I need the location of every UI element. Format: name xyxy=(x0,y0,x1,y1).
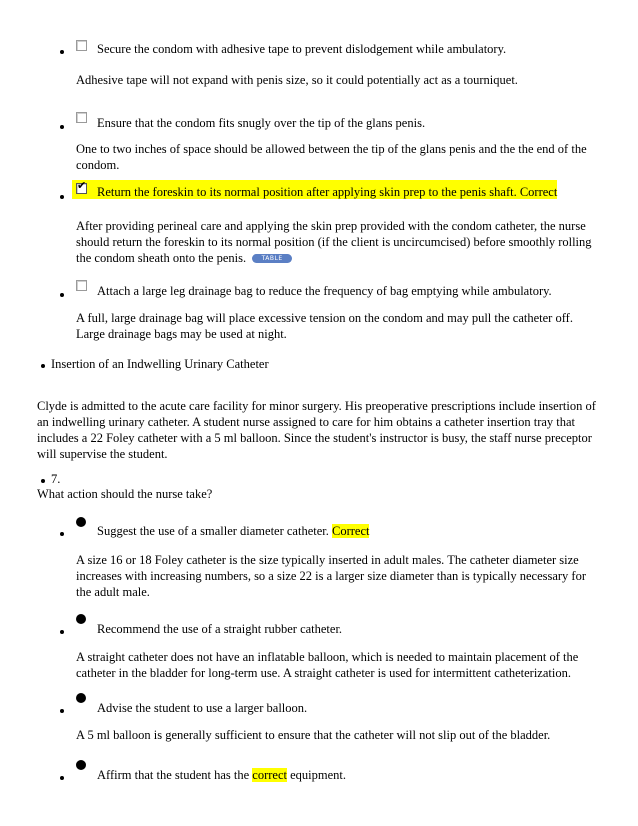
radio-button[interactable] xyxy=(76,760,86,770)
option-feedback xyxy=(76,218,596,266)
bullet xyxy=(60,630,64,634)
question-text: What action should the nurse take? xyxy=(37,487,213,501)
section-title: Insertion of an Indwelling Urinary Catheter xyxy=(51,357,269,371)
highlighted-word: correct xyxy=(252,768,287,782)
bullet xyxy=(60,532,64,536)
option-feedback: Adhesive tape will not expand with penis size, so it could potentially act as a tourniquet. xyxy=(76,73,518,87)
option-label xyxy=(97,524,369,539)
option-feedback: One to two inches of space should be allowed between the tip of the glans penis and the the end of the condom. xyxy=(76,142,587,172)
correct-tag: Correct xyxy=(332,524,370,538)
option-feedback: A 5 ml balloon is generally sufficient to ensure that the catheter will not slip out of the bladder. xyxy=(76,728,551,742)
bullet xyxy=(60,709,64,713)
bullet xyxy=(60,195,64,199)
option-text: Affirm that the student has the xyxy=(97,768,253,782)
option-label xyxy=(97,768,346,783)
option-text: Suggest the use of a smaller diameter catheter. xyxy=(97,524,329,538)
bullet xyxy=(60,293,64,297)
option-feedback: A straight catheter does not have an inflatable balloon, which is needed to maintain placement of the catheter in the bladder for long-term use. A straight catheter is used for intermittent catheterization. xyxy=(76,650,579,680)
checkbox[interactable] xyxy=(76,280,87,291)
question-number: 7. xyxy=(51,472,61,486)
option-feedback: A full, large drainage bag will place excessive tension on the condom and may pull the catheter off. Large drainage bags may be used at night. xyxy=(76,311,573,341)
bullet xyxy=(60,50,64,54)
option-label: Ensure that the condom fits snugly over the tip of the glans penis. xyxy=(97,116,426,130)
bullet xyxy=(41,364,45,368)
radio-button[interactable] xyxy=(76,517,86,527)
checkbox[interactable] xyxy=(76,40,87,51)
checkbox-checked[interactable] xyxy=(76,179,87,194)
bullet xyxy=(60,776,64,780)
option-label: Advise the student to use a larger balloon. xyxy=(97,701,308,715)
feedback-text: After providing perineal care and applying the skin prep provided with the condom catheter, the nurse should return the foreskin to its normal position (if the client is uncircumcised) before smoothly rolling the condom sheath onto the penis. xyxy=(76,219,592,265)
option-label: Recommend the use of a straight rubber catheter. xyxy=(97,622,343,636)
scenario-text: Clyde is admitted to the acute care facility for minor surgery. His preoperative prescriptions include insertion of an indwelling urinary catheter. A student nurse assigned to care for him obtains a catheter insertion tray that includes a 22 Foley catheter with a 5 ml balloon. Since the student's instructor is busy, the staff nurse preceptor will supervise the student. xyxy=(37,399,596,461)
option-feedback: A size 16 or 18 Foley catheter is the size typically inserted in adult males. The catheter diameter size increases with increasing numbers, so a size 22 is a larger size diameter than is typically necessary for the adult male. xyxy=(76,553,587,599)
check-icon: ✔ xyxy=(77,179,87,192)
option-label: Secure the condom with adhesive tape to prevent dislodgement while ambulatory. xyxy=(97,42,507,56)
checkbox[interactable] xyxy=(76,112,87,123)
option-text-end: equipment. xyxy=(287,768,347,782)
bullet xyxy=(41,479,45,483)
bullet xyxy=(60,125,64,129)
option-label: Attach a large leg drainage bag to reduce the frequency of bag emptying while ambulatory. xyxy=(97,284,552,298)
radio-button[interactable] xyxy=(76,693,86,703)
radio-button[interactable] xyxy=(76,614,86,624)
option-label: Return the foreskin to its normal position after applying skin prep to the penis shaft. Correct xyxy=(97,185,558,199)
table-badge[interactable]: TABLE xyxy=(252,254,292,263)
